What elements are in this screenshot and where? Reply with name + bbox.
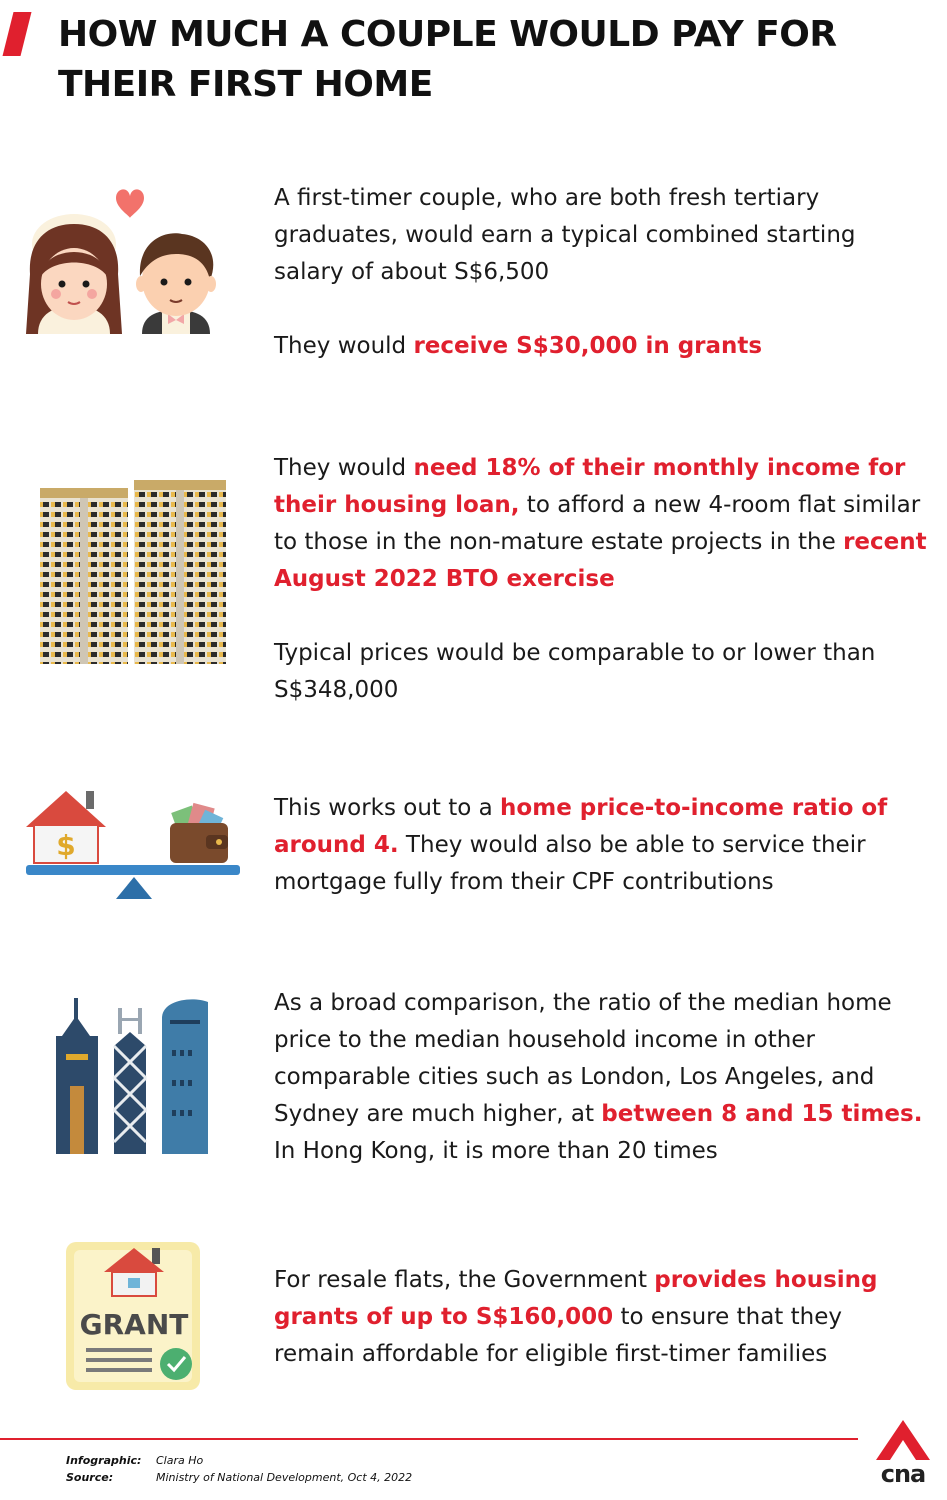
grants-highlight: receive S$30,000 in grants bbox=[413, 333, 763, 359]
bto-highlight: recent August 2022 BTO exercise bbox=[274, 529, 927, 592]
ratio-highlight: home price-to-income ratio of around 4. bbox=[274, 795, 888, 858]
section-couple-text bbox=[274, 180, 929, 365]
grants-paragraph: They would receive S$30,000 in grants bbox=[274, 333, 763, 359]
resale-paragraph: For resale flats, the Government provides housing grants of up to S$160,000 to ensure that they remain affordable for eligible first-timer families bbox=[274, 1267, 878, 1367]
income-share-highlight: need 18% of their monthly income for their housing loan, bbox=[274, 455, 906, 518]
grant-document-icon bbox=[64, 1240, 204, 1392]
price-paragraph: Typical prices would be comparable to or lower than S$348,000 bbox=[274, 640, 876, 703]
cna-logo-mark-icon bbox=[872, 1418, 934, 1462]
section-grant-text bbox=[274, 1262, 929, 1373]
hdb-blocks-icon bbox=[38, 480, 230, 666]
footer-credits bbox=[66, 1452, 412, 1486]
footer-divider bbox=[0, 1438, 858, 1440]
credit-source: Source: Ministry of National Development, Oct 4, 2022 bbox=[66, 1471, 413, 1484]
section-hdb-text bbox=[274, 450, 929, 709]
ratio-paragraph: This works out to a home price-to-income ratio of around 4. They would also be able to service their mortgage fully from their CPF contributions bbox=[274, 795, 888, 895]
grant-label: GRANT bbox=[79, 1308, 189, 1341]
title-accent-bar bbox=[3, 12, 32, 56]
cna-logo: cna bbox=[872, 1418, 934, 1490]
couple-icon bbox=[24, 184, 234, 359]
comparison-highlight: between 8 and 15 times. bbox=[601, 1101, 923, 1127]
balance-scale-icon bbox=[24, 785, 244, 905]
svg-text:$: $ bbox=[56, 829, 76, 862]
credit-infographic: Infographic: Clara Ho bbox=[66, 1454, 204, 1467]
city-skyline-icon bbox=[52, 996, 214, 1156]
loan-paragraph: They would need 18% of their monthly income for their housing loan, to afford a new 4-room flat similar to those in the non-mature estate projects in the recent August 2022 BTO exercise bbox=[274, 455, 927, 592]
resale-grant-highlight: provides housing grants of up to S$160,000 bbox=[274, 1267, 878, 1330]
section-cities-text bbox=[274, 985, 929, 1170]
comparison-paragraph: As a broad comparison, the ratio of the median home price to the median household income in other comparable cities such as London, Los Angeles, and Sydney are much higher, at between 8 and 15 times. In Hong Kong, it is more than 20 times bbox=[274, 990, 923, 1164]
salary-paragraph: A first-timer couple, who are both fresh tertiary graduates, would earn a typical combined starting salary of about S$6,500 bbox=[274, 185, 856, 285]
page-title: HOW MUCH A COUPLE WOULD PAY FOR THEIR FIRST HOME bbox=[58, 14, 837, 105]
section-ratio-text bbox=[274, 790, 929, 901]
